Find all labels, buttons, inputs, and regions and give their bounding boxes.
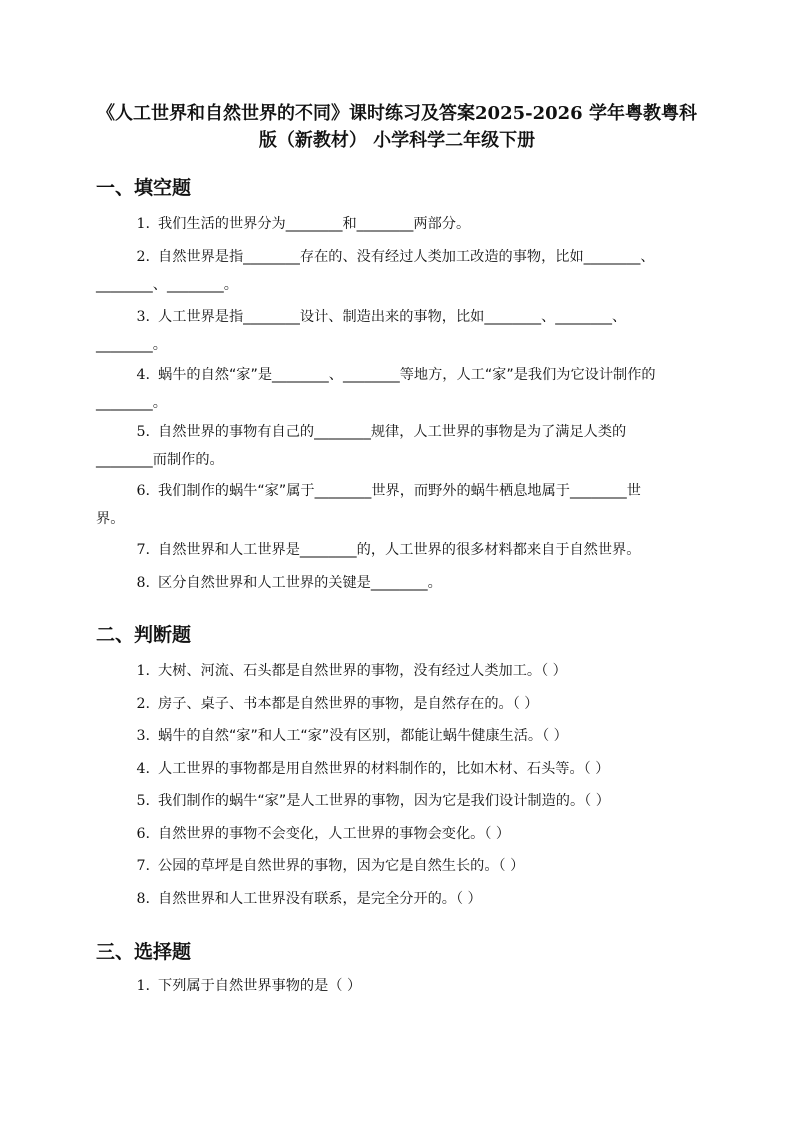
question-text: 我们制作的蜗牛“家”属于________世界，而野外的蜗牛栖息地属于________世 [158,483,641,499]
question-item [96,852,698,880]
question-item [96,477,698,533]
question-number: 7. [136,858,150,874]
section-heading-multiple-choice: 三、选择题 [96,941,192,963]
question-number: 8. [136,575,150,591]
question-text: 自然世界的事物有自己的________规律，人工世界的事物是为了满足人类的 [158,424,627,440]
question-text: 自然世界和人工世界是________的，人工世界的很多材料都来自于自然世界。 [158,542,641,558]
question-number: 3. [136,309,150,325]
question-item [96,418,698,474]
question-text-continued: ________而制作的。 [96,452,224,468]
question-number: 1. [136,663,150,679]
question-number: 4. [136,761,150,777]
question-number: 7. [136,542,150,558]
question-item [96,690,698,718]
question-text: 大树、河流、石头都是自然世界的事物，没有经过人类加工。（ ） [158,663,567,679]
question-text: 自然世界的事物不会变化，人工世界的事物会变化。（ ） [158,826,511,842]
question-item [96,972,698,1000]
question-item [96,361,698,417]
question-number: 4. [136,367,150,383]
question-item [96,536,698,564]
question-number: 6. [136,483,150,499]
question-number: 2. [136,696,150,712]
question-text: 蜗牛的自然“家”和人工“家”没有区别，都能让蜗牛健康生活。（ ） [158,728,568,744]
question-text: 区分自然世界和人工世界的关键是________。 [158,575,442,591]
question-number: 2. [136,249,150,265]
section-heading-fill-blank: 一、填空题 [96,177,192,199]
question-item [96,820,698,848]
question-item [96,755,698,783]
question-text: 房子、桌子、书本都是自然世界的事物，是自然存在的。（ ） [158,696,539,712]
title-line-2: 版（新教材） 小学科学二年级下册 [258,130,536,151]
question-item [96,210,698,238]
question-number: 1. [136,978,150,994]
question-text-continued: 界。 [96,511,125,527]
question-item [96,303,698,359]
question-text: 人工世界的事物都是用自然世界的材料制作的，比如木材、石头等。（ ） [158,761,610,777]
question-item [96,243,698,299]
question-number: 6. [136,826,150,842]
question-item [96,657,698,685]
document-title [96,100,698,154]
question-number: 3. [136,728,150,744]
question-text: 蜗牛的自然“家”是________、________等地方，人工“家”是我们为它设计制作的 [158,367,656,383]
question-text: 下列属于自然世界事物的是（ ） [158,978,362,994]
question-text: 自然世界是指________存在的、没有经过人类加工改造的事物，比如________、 [158,249,655,265]
title-line-1: 《人工世界和自然世界的不同》课时练习及答案2025-2026 学年粤教粤科 [97,103,697,124]
question-text-continued: ________、________。 [96,277,238,293]
question-number: 8. [136,891,150,907]
question-text: 我们制作的蜗牛“家”是人工世界的事物，因为它是我们设计制造的。（ ） [158,793,610,809]
question-number: 5. [136,793,150,809]
question-text-continued: ________。 [96,337,167,353]
question-text: 我们生活的世界分为________和________两部分。 [158,216,471,232]
question-item [96,722,698,750]
question-text: 公园的草坪是自然世界的事物，因为它是自然生长的。（ ） [158,858,525,874]
question-number: 5. [136,424,150,440]
question-item [96,569,698,597]
question-number: 1. [136,216,150,232]
question-text-continued: ________。 [96,395,167,411]
question-text: 人工世界是指________设计、制造出来的事物，比如________、________、 [158,309,627,325]
question-text: 自然世界和人工世界没有联系，是完全分开的。（ ） [158,891,482,907]
question-item [96,885,698,913]
question-item [96,787,698,815]
section-heading-true-false: 二、判断题 [96,624,192,646]
